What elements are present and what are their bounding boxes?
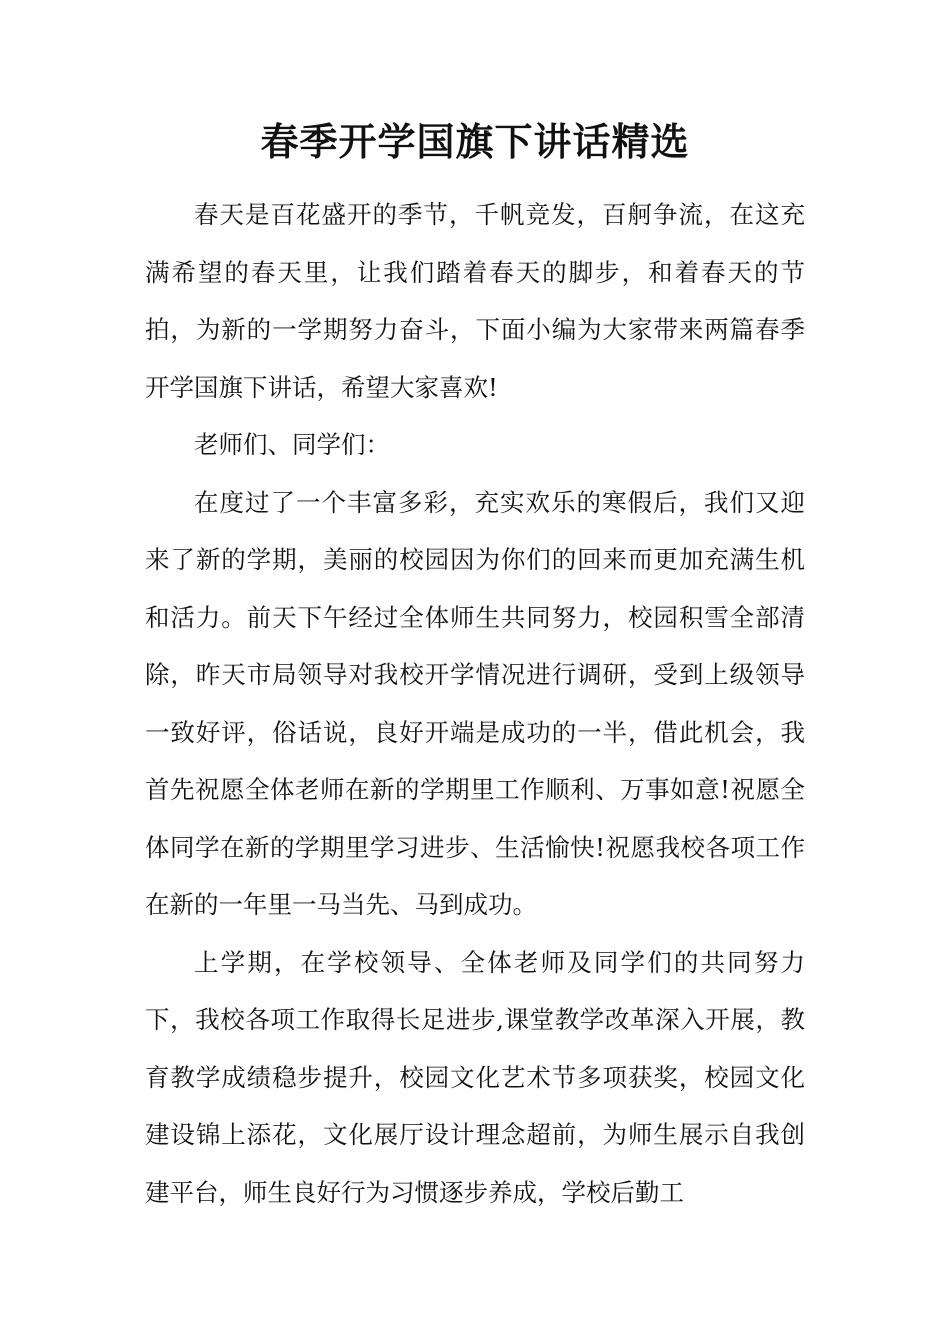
paragraph-new-semester: 在度过了一个丰富多彩，充实欢乐的寒假后，我们又迎来了新的学期，美丽的校园因为你们的回来而更加充满生机和活力。前天下午经过全体师生共同努力，校园积雪全部清除，昨天市局领导对我校开学情况进行调研，受到上级领导一致好评，俗话说，良好开端是成功的一半，借此机会，我首先祝愿全体老师在新的学期里工作顺利、万事如意!祝愿全体同学在新的学期里学习进步、生活愉快!祝愿我校各项工作在新的一年里一马当先、马到成功。 [145, 487, 805, 919]
document-body [145, 186, 805, 1221]
paragraph-last-semester: 上学期，在学校领导、全体老师及同学们的共同努力下，我校各项工作取得长足进步,课堂教学改革深入开展，教育教学成绩稳步提升，校园文化艺术节多项获奖，校园文化建设锦上添花，文化展厅设计理念超前，为师生展示自我创建平台，师生良好行为习惯逐步养成，学校后勤工 [145, 947, 805, 1207]
paragraph-greeting: 老师们、同学们： [194, 430, 390, 459]
paragraph-intro: 春天是百花盛开的季节，千帆竞发，百舸争流，在这充满希望的春天里，让我们踏着春天的脚步，和着春天的节拍，为新的一学期努力奋斗，下面小编为大家带来两篇春季开学国旗下讲话，希望大家喜欢! [145, 200, 805, 402]
document-title: 春季开学国旗下讲话精选 [260, 119, 690, 164]
